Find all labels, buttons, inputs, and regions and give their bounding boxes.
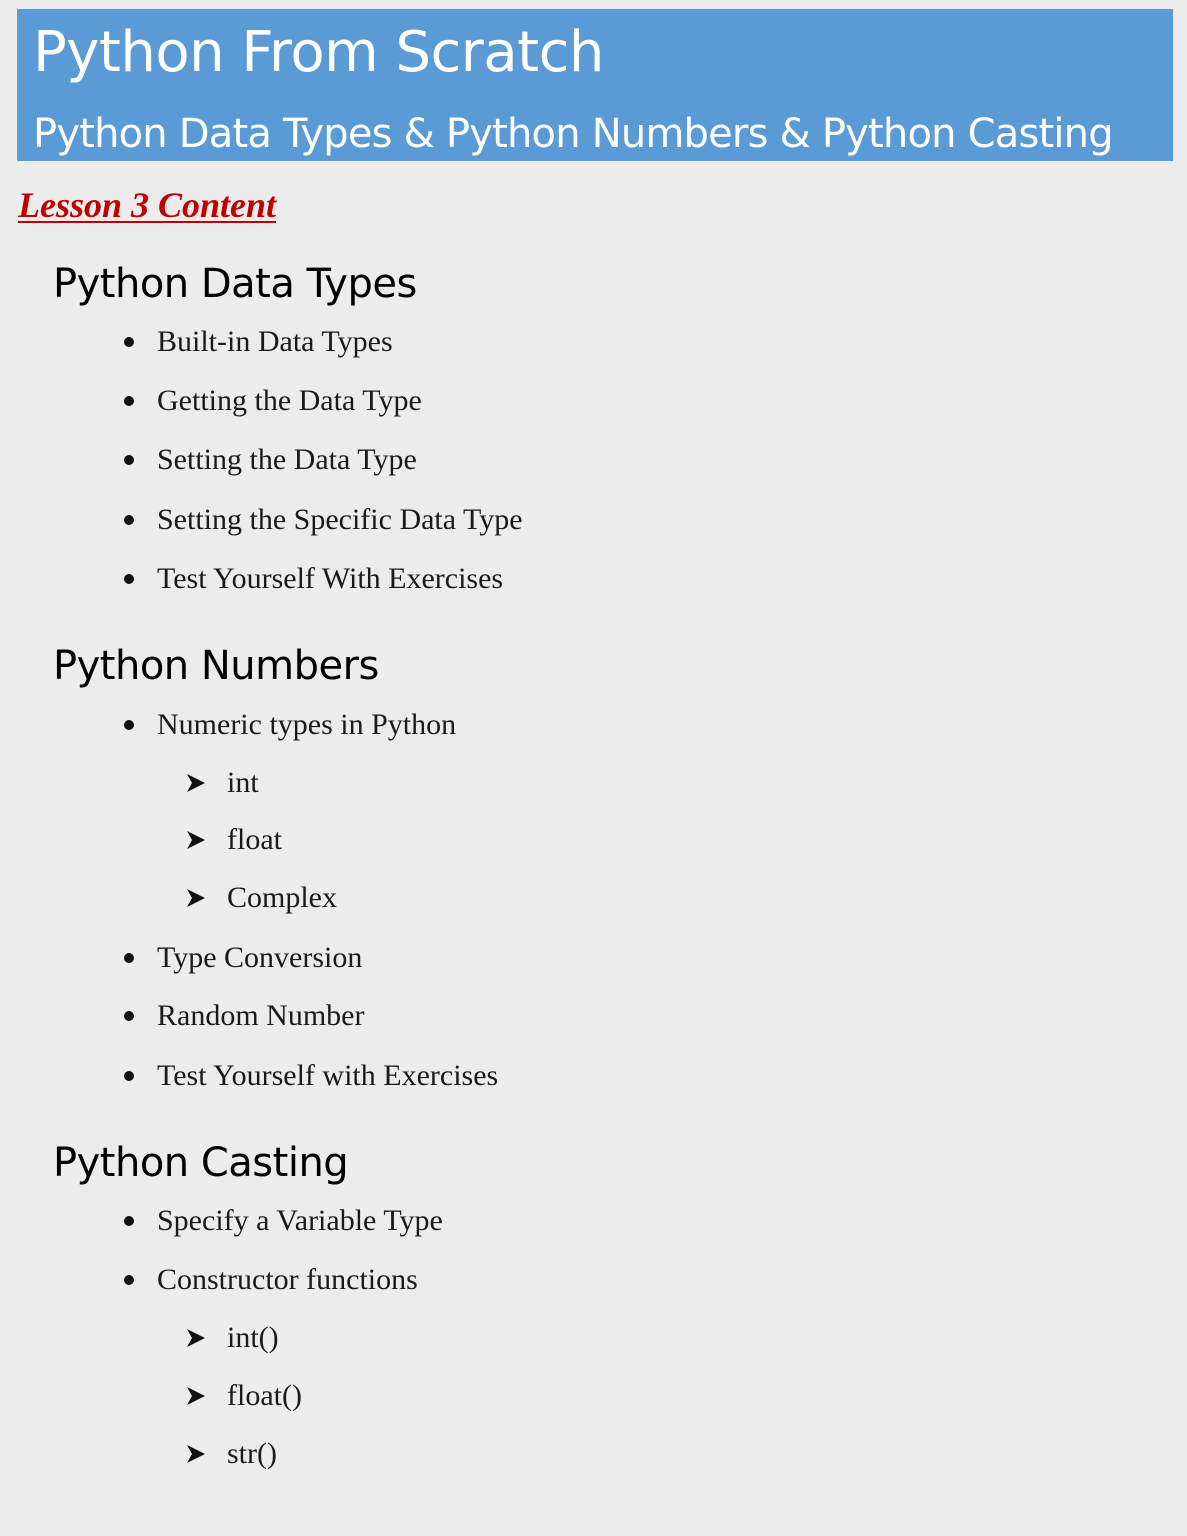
sub-list-item-label: float() [227, 1379, 302, 1412]
bullet-dot-icon [124, 574, 134, 584]
bullet-dot-icon [124, 515, 134, 525]
document-subtitle: Python Data Types & Python Numbers & Python Casting [33, 111, 1113, 157]
bullet-dot-icon [124, 1275, 134, 1285]
arrowhead-icon [185, 829, 207, 851]
list-item [120, 386, 422, 416]
arrowhead-icon [185, 772, 207, 794]
sub-list-item [185, 1323, 279, 1353]
sub-list-item [185, 825, 282, 855]
bullet-dot-icon [124, 455, 134, 465]
section-heading-numbers: Python Numbers [53, 643, 379, 689]
arrowhead-icon [185, 1443, 207, 1465]
list-item-label: Random Number [157, 999, 365, 1032]
list-item [120, 564, 503, 594]
list-item-label: Getting the Data Type [157, 384, 422, 417]
list-item [120, 445, 417, 475]
sub-list-item [185, 1439, 277, 1469]
list-item-label: Specify a Variable Type [157, 1204, 443, 1237]
list-item-label: Constructor functions [157, 1263, 418, 1296]
sub-list-item-label: Complex [227, 881, 337, 914]
bullet-dot-icon [124, 1011, 134, 1021]
sub-list-item [185, 768, 259, 798]
list-item [120, 943, 362, 973]
bullet-dot-icon [124, 337, 134, 347]
sub-list-item-label: float [227, 823, 282, 856]
list-item-label: Test Yourself With Exercises [157, 562, 504, 595]
lesson-label: Lesson 3 Content [18, 185, 277, 225]
bullet-dot-icon [124, 953, 134, 963]
document-title: Python From Scratch [33, 20, 604, 85]
bullet-dot-icon [124, 720, 134, 730]
list-item [120, 1061, 498, 1091]
bullet-dot-icon [124, 396, 134, 406]
list-item [120, 1206, 443, 1236]
list-item-label: Numeric types in Python [157, 708, 457, 741]
list-item-label: Type Conversion [157, 941, 363, 974]
list-item-label: Setting the Specific Data Type [157, 503, 523, 536]
arrowhead-icon [185, 887, 207, 909]
list-item [120, 327, 393, 357]
list-item [120, 1001, 364, 1031]
bullet-dot-icon [124, 1216, 134, 1226]
list-item-label: Test Yourself with Exercises [157, 1059, 499, 1092]
sub-list-item-label: str() [227, 1437, 277, 1470]
arrowhead-icon [185, 1327, 207, 1349]
arrowhead-icon [185, 1385, 207, 1407]
section-heading-data-types: Python Data Types [53, 261, 417, 307]
sub-list-item [185, 1381, 302, 1411]
list-item [120, 505, 523, 535]
list-item [120, 710, 456, 740]
section-heading-casting: Python Casting [53, 1140, 349, 1186]
sub-list-item-label: int [227, 766, 259, 799]
list-item [120, 1265, 418, 1295]
sub-list-item-label: int() [227, 1321, 279, 1354]
list-item-label: Setting the Data Type [157, 443, 417, 476]
sub-list-item [185, 883, 337, 913]
list-item-label: Built-in Data Types [157, 325, 393, 358]
title-banner [17, 9, 1173, 161]
bullet-dot-icon [124, 1071, 134, 1081]
